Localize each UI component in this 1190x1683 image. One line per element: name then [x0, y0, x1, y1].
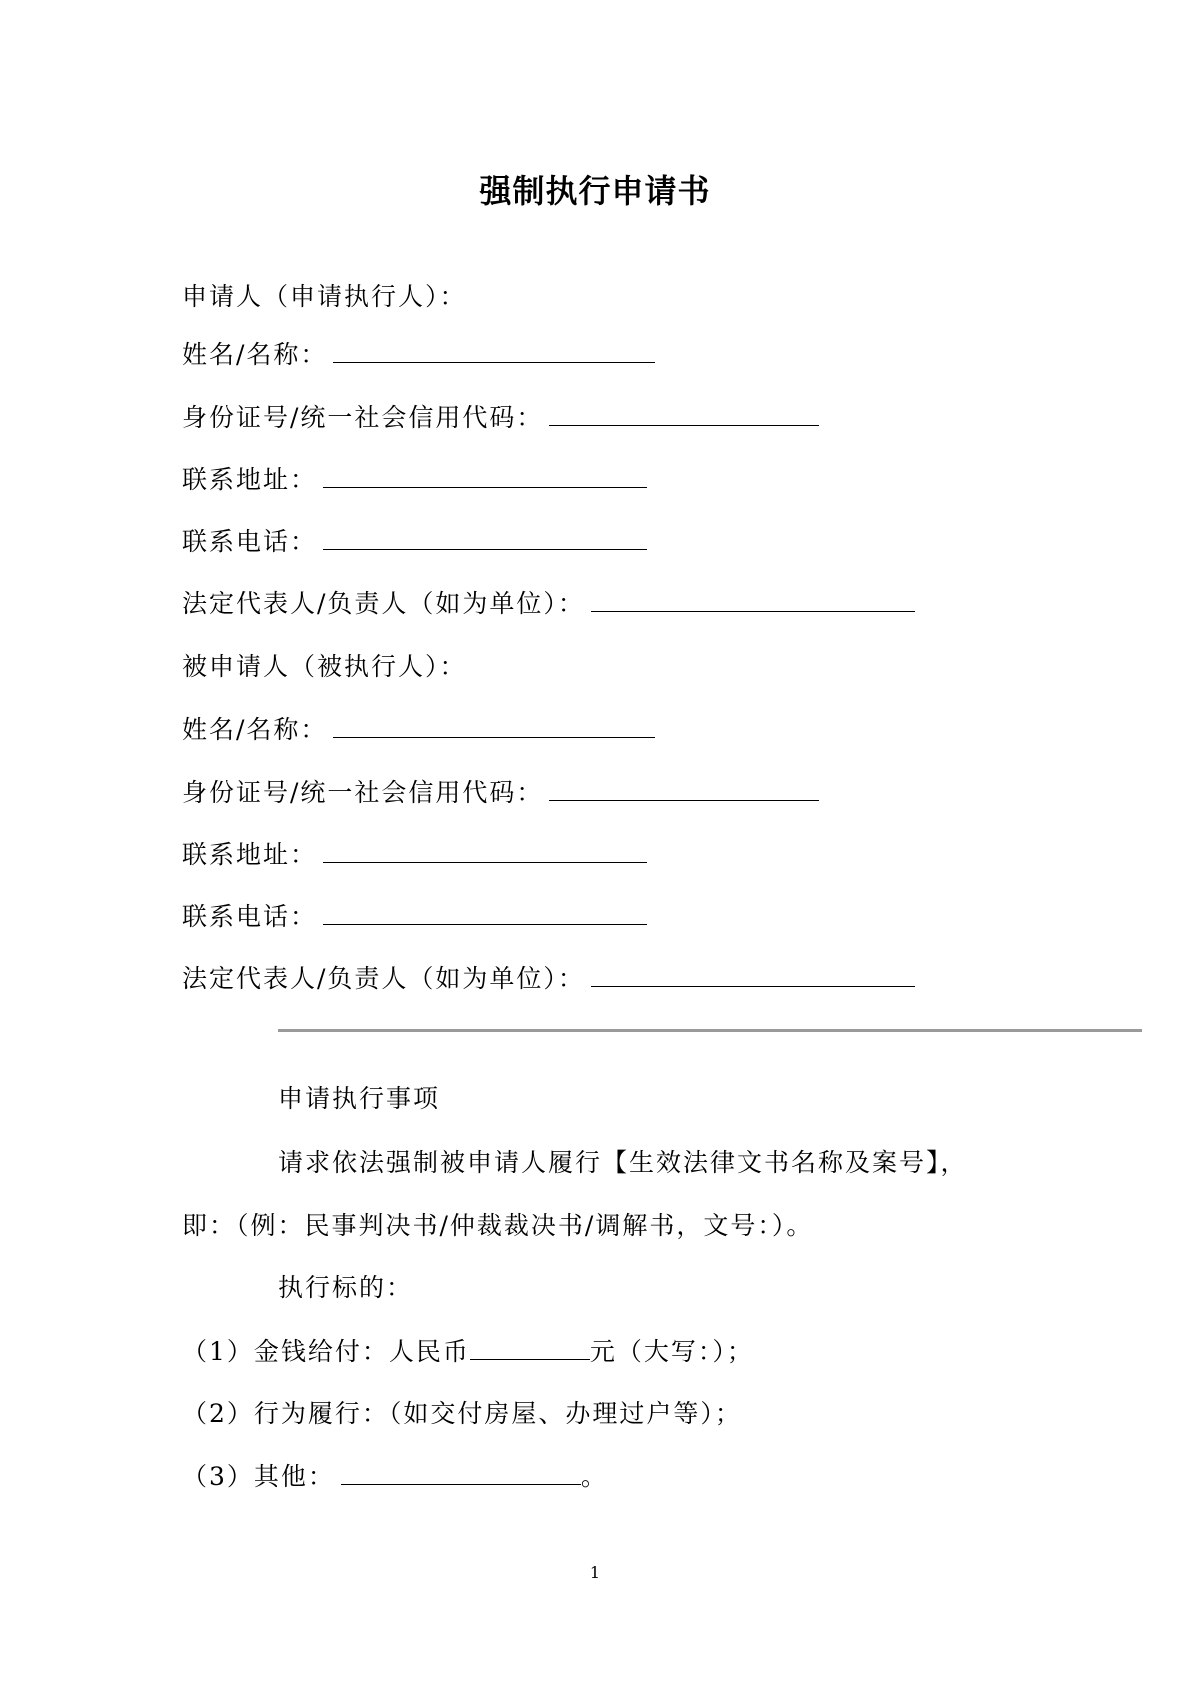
matters-request-line2: 即：（例：民事判决书/仲裁裁决书/调解书，文号：）。 — [182, 1211, 814, 1240]
target-item-1-prefix: （1）金钱给付：人民币 — [182, 1337, 470, 1366]
applicant-rep-label: 法定代表人/负责人（如为单位）： — [182, 589, 585, 618]
applicant-id-label: 身份证号/统一社会信用代码： — [182, 403, 544, 432]
other-field[interactable] — [341, 1460, 581, 1485]
respondent-phone-row — [182, 899, 647, 935]
respondent-id-row — [182, 775, 819, 811]
target-item-3-prefix: （3）其他： — [182, 1462, 335, 1491]
respondent-phone-field[interactable] — [323, 900, 647, 925]
applicant-rep-row — [182, 586, 915, 622]
applicant-heading: 申请人（申请执行人）： — [182, 282, 467, 311]
respondent-address-row — [182, 837, 647, 873]
respondent-rep-field[interactable] — [591, 962, 915, 987]
applicant-address-row — [182, 462, 647, 498]
target-item-3 — [182, 1459, 608, 1495]
section-divider — [278, 1029, 1142, 1032]
respondent-id-label: 身份证号/统一社会信用代码： — [182, 778, 544, 807]
applicant-id-row — [182, 400, 819, 436]
page-number: 1 — [589, 1563, 601, 1582]
applicant-rep-field[interactable] — [591, 587, 915, 612]
respondent-heading: 被申请人（被执行人）： — [182, 652, 467, 681]
matters-request-line1: 请求依法强制被申请人履行【生效法律文书名称及案号】， — [278, 1148, 968, 1177]
respondent-id-field[interactable] — [549, 776, 819, 801]
target-item-1-suffix: 元（大写：）； — [589, 1337, 754, 1366]
amount-field[interactable] — [470, 1335, 590, 1360]
applicant-address-label: 联系地址： — [182, 465, 318, 494]
applicant-name-row — [182, 337, 655, 373]
target-item-1 — [182, 1334, 754, 1370]
respondent-name-row — [182, 712, 655, 748]
target-heading: 执行标的： — [278, 1273, 414, 1302]
applicant-name-label: 姓名/名称： — [182, 340, 328, 369]
respondent-name-label: 姓名/名称： — [182, 715, 328, 744]
respondent-rep-label: 法定代表人/负责人（如为单位）： — [182, 964, 585, 993]
applicant-phone-row — [182, 524, 647, 560]
respondent-phone-label: 联系电话： — [182, 902, 318, 931]
target-item-3-suffix: 。 — [580, 1462, 608, 1491]
applicant-address-field[interactable] — [323, 463, 647, 488]
respondent-address-label: 联系地址： — [182, 840, 318, 869]
respondent-name-field[interactable] — [333, 713, 655, 738]
applicant-phone-label: 联系电话： — [182, 527, 318, 556]
respondent-address-field[interactable] — [323, 838, 647, 863]
document-title: 强制执行申请书 — [479, 172, 711, 210]
target-item-2: （2）行为履行：（如交付房屋、办理过户等）； — [182, 1399, 742, 1428]
respondent-rep-row — [182, 961, 915, 997]
applicant-name-field[interactable] — [333, 338, 655, 363]
matters-heading: 申请执行事项 — [278, 1084, 441, 1113]
applicant-id-field[interactable] — [549, 401, 819, 426]
applicant-phone-field[interactable] — [323, 525, 647, 550]
